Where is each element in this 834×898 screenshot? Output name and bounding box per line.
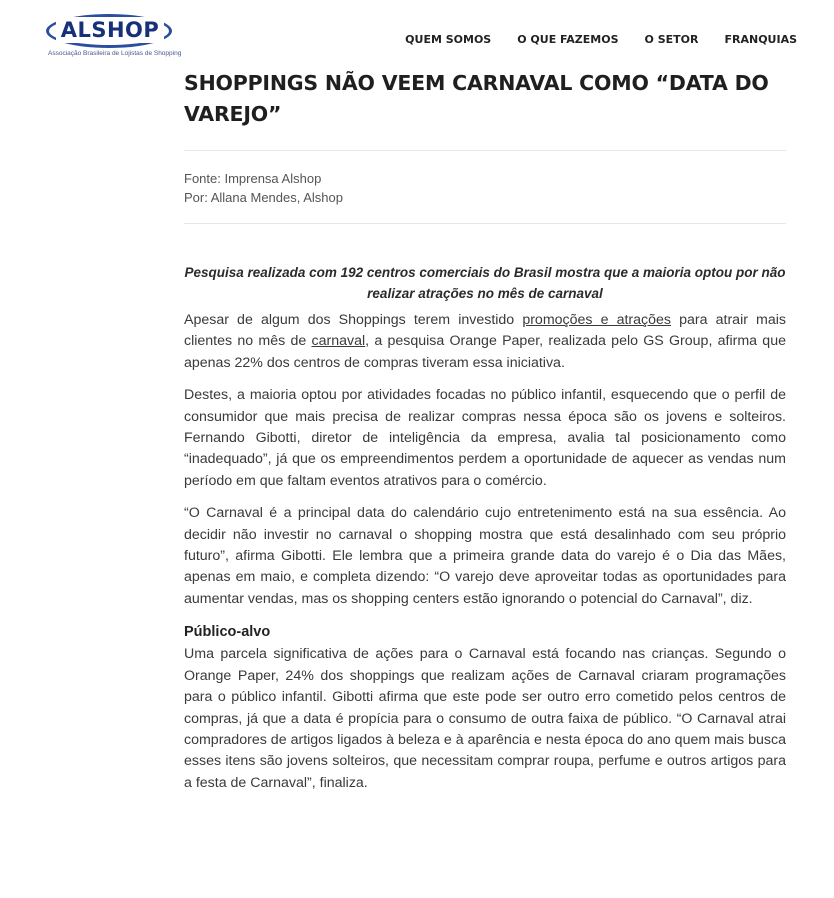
article-meta	[184, 169, 786, 207]
paragraph-3: “O Carnaval é a principal data do calendário cujo entretenimento está na sua essência. Ao decidir não investir no carnaval o shopping mostra que está desalinhado com seu próprio futuro”, afirma Gibotti. Ele lembra que a primeira grande data do varejo é o Dia das Mães, apenas em maio, e completa dizendo: “O varejo deve aproveitar todas as oportunidades para aumentar vendas, mas os shopping centers estão ignorando o potencial do Carnaval”, diz.	[184, 505, 786, 607]
logo-tagline: Associação Brasileira de Lojistas de Shopping	[48, 50, 182, 57]
article-title: SHOPPINGS NÃO VEEM CARNAVAL COMO “DATA DO VAREJO”	[184, 71, 769, 126]
divider	[184, 223, 786, 224]
logo-text: ALSHOP	[56, 17, 164, 43]
divider	[184, 150, 786, 151]
site-header	[0, 0, 834, 70]
paragraph-1	[184, 310, 786, 374]
nav-o-setor[interactable]: O SETOR	[644, 33, 699, 46]
nav-quem-somos[interactable]: QUEM SOMOS	[405, 33, 492, 46]
link-promocoes-e-atracoes[interactable]: promoções e atrações	[522, 312, 672, 328]
paragraph-text: Apesar de algum dos Shoppings terem investido	[184, 312, 523, 328]
article-source: Fonte: Imprensa Alshop	[184, 171, 322, 186]
nav-o-que-fazemos[interactable]: O QUE FAZEMOS	[517, 33, 619, 46]
alshop-logo[interactable]	[46, 14, 182, 60]
nav-franquias[interactable]: FRANQUIAS	[724, 33, 797, 46]
section-heading-publico-alvo: Público-alvo	[184, 624, 271, 641]
paragraph-text: , a pesquisa Orange Paper, realizada pelo GS Group, afirma que apenas 22% dos centros de compras tiveram essa iniciativa.	[184, 333, 786, 371]
article-author: Por: Allana Mendes, Alshop	[184, 190, 343, 205]
main-nav	[379, 33, 797, 46]
paragraph-4: Uma parcela significativa de ações para o Carnaval está focando nas crianças. Segundo o Orange Paper, 24% dos shoppings que realizam ações de Carnaval criaram programações para o público infantil. Gibotti afirma que este pode ser outro erro cometido pelos centros de compras, já que a data é propícia para o consumo de outra faixa de público. “O Carnaval atrai compradores de artigos ligados à beleza e à aparência e nesta época do ano quem mais busca esses itens são jovens solteiros, que necessitam comprar roupa, perfume e outros artigos para a festa de Carnaval”, finaliza.	[184, 646, 786, 791]
link-carnaval[interactable]: carnaval	[311, 333, 366, 350]
article	[184, 68, 786, 794]
article-lead: Pesquisa realizada com 192 centros comerciais do Brasil mostra que a maioria optou por não realizar atrações no mês de carnaval	[184, 265, 786, 301]
paragraph-2: Destes, a maioria optou por atividades focadas no público infantil, esquecendo que o perfil de consumidor que mais precisa de realizar compras nessa época são os jovens e solteiros. Fernando Gibotti, diretor de inteligência da empresa, avalia tal posicionamento como “inadequado”, já que os empreendimentos perdem a oportunidade de aquecer as vendas num período em que faltam eventos atrativos para o comércio.	[184, 387, 786, 489]
paragraph-text: para atrair mais clientes no mês de	[184, 312, 787, 350]
